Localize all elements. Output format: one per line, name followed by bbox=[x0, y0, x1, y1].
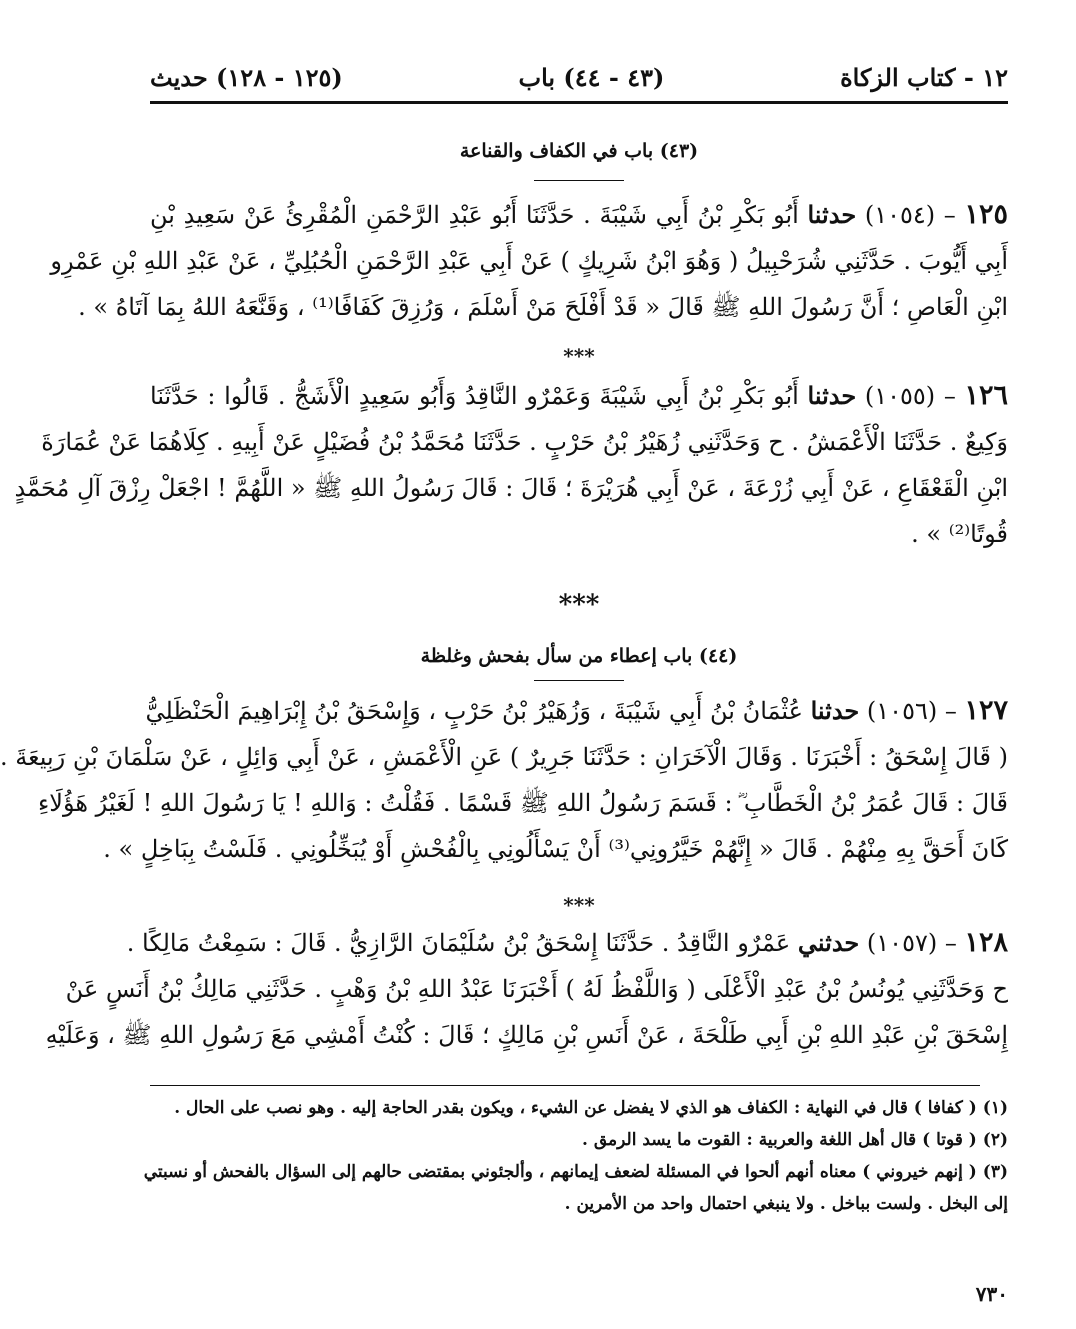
running-header bbox=[150, 55, 1008, 99]
footnote-2: (٢) ( قوتا ) قال أهل اللغة والعربية : القوت ما يسد الرمق . bbox=[582, 1130, 1008, 1150]
header-book: ١٢ - كتاب الزكاة bbox=[840, 62, 1008, 92]
footnote-1: (١) ( كفافا ) قال في النهاية : الكفاف هو الذي لا يفضل عن الشيء ، ويكون بقدر الحاجة إليه . وهو نصب على الحال . bbox=[174, 1098, 1008, 1118]
hadith-line bbox=[150, 192, 1008, 238]
chapter-44-rule bbox=[534, 680, 624, 681]
chapter-43-rule bbox=[534, 180, 624, 181]
footnote-3-continued: إلى البخل . ولست بباخل . ولا ينبغي احتمال واحد من الأمرين . bbox=[564, 1194, 1008, 1214]
page-number: ٧٣٠ bbox=[975, 1282, 1008, 1306]
separator-stars: *** bbox=[563, 893, 595, 917]
chapter-44-title: (٤٤) باب إعطاء من سأل بفحش وغلظة bbox=[420, 645, 738, 667]
hadith-text: عُثْمَانُ بْنُ أَبِي شَيْبَةَ ، وَزُهَيْرُ بْنُ حَرْبٍ ، وَإِسْحَقُ بْنُ إِبْرَاهِيمَ الْحَنْظَلِيُّ bbox=[145, 697, 803, 725]
hadith-number: ١٢٥ bbox=[964, 199, 1008, 230]
hadith-ref: – (١٠٥٦) bbox=[866, 697, 957, 725]
hadith-number: ١٢٧ bbox=[964, 695, 1008, 726]
footnotes bbox=[143, 1092, 1008, 1220]
hadith-line: أَبِي أَيُّوبَ . حَدَّثَنِي شُرَحْبِيلُ ( وَهُوَ ابْنُ شَرِيكٍ ) عَنْ أَبِي عَبْدِ الرَّحْمَنِ الْحُبُلِيِّ ، عَنْ عَبْدِ اللهِ بْنِ عَمْرِو bbox=[50, 247, 1008, 275]
hadith-number: ١٢٦ bbox=[964, 380, 1009, 411]
hadith-line: قَالَ : قَالَ عُمَرُ بْنُ الْخَطَّابِ ؓ : قَسَمَ رَسُولُ اللهِ ﷺ قَسْمًا . فَقُلْتُ : وَاللهِ ! يَا رَسُولَ اللهِ ! لَغَيْرُ هَؤُلَاءِ bbox=[37, 789, 1008, 817]
hadith-line bbox=[145, 688, 1008, 734]
hadith-intro: حدثنا bbox=[807, 200, 857, 229]
hadith-line bbox=[150, 373, 1008, 419]
hadith-ref: – (١٠٥٧) bbox=[866, 929, 957, 957]
header-hadiths: (١٢٥ - ١٢٨) حديث bbox=[150, 62, 343, 92]
hadith-127 bbox=[0, 688, 1008, 872]
hadith-number: ١٢٨ bbox=[964, 927, 1008, 958]
hadith-text: عَمْرٌو النَّاقِدُ . حَدَّثَنَا إِسْحَقُ بْنُ سُلَيْمَانَ الرَّازِيُّ . قَالَ : سَمِعْتُ مَالِكًا . bbox=[126, 929, 791, 957]
separator-stars: *** bbox=[563, 344, 595, 368]
header-chapters: (٤٣ - ٤٤) باب bbox=[518, 62, 665, 92]
hadith-intro: حدثني bbox=[797, 928, 860, 957]
header-rule bbox=[150, 101, 1008, 104]
hadith-ref: – (١٠٥٤) bbox=[864, 201, 956, 229]
footnote-rule bbox=[150, 1085, 980, 1086]
hadith-line: وَكِيعٌ . حَدَّثَنَا الْأَعْمَشُ . ح وَحَدَّثَنِي زُهَيْرُ بْنُ حَرْبٍ . حَدَّثَنَا مُحَمَّدُ بْنُ فُضَيْلٍ عَنْ أَبِيهِ . كِلَاهُمَا عَنْ عُمَارَةَ bbox=[41, 428, 1008, 456]
hadith-text: أَبُو بَكْرِ بْنُ أَبِي شَيْبَةَ . حَدَّثَنَا أَبُو عَبْدِ الرَّحْمَنِ الْمُقْرِئُ عَنْ سَعِيدِ بْنِ bbox=[150, 201, 799, 229]
footnote-3: (٣) ( إنهم خيروني ) معناه أنهم ألحوا في المسئلة لضعف إيمانهم ، وألجئوني بمقتضى حالهم إلى السؤال بالفحش أو نسبتي bbox=[143, 1162, 1008, 1182]
hadith-intro: حدثنا bbox=[810, 696, 860, 725]
hadith-line: ح وَحَدَّثَنِي يُونُسُ بْنُ عَبْدِ الْأَعْلَى ( وَاللَّفْظُ لَهُ ) أَخْبَرَنَا عَبْدُ اللهِ بْنُ وَهْبٍ . حَدَّثَنِي مَالِكُ بْنُ أَنَسٍ عَنْ bbox=[65, 975, 1008, 1003]
hadith-line: كَانَ أَحَقَّ بِهِ مِنْهُمْ . قَالَ « إِنَّهُمْ خَيَّرُونِي⁽³⁾ أَنْ يَسْأَلُونِي بِالْفُحْشِ أَوْ يُبَخِّلُونِي . فَلَسْتُ بِبَاخِلٍ » . bbox=[103, 835, 1008, 863]
hadith-125 bbox=[50, 192, 1008, 330]
hadith-126 bbox=[14, 373, 1009, 557]
chapter-43-title: (٤٣) باب في الكفاف والقناعة bbox=[459, 140, 699, 162]
hadith-text: أَبُو بَكْرِ بْنُ أَبِي شَيْبَةَ وَعَمْرٌو النَّاقِدُ وَأَبُو سَعِيدٍ الْأَشَجُّ . قَالُوا : حَدَّثَنَا bbox=[150, 382, 799, 410]
hadith-line bbox=[126, 920, 1008, 966]
hadith-intro: حدثنا bbox=[807, 381, 857, 410]
hadith-line: قُوتًا⁽²⁾ » . bbox=[911, 520, 1008, 548]
hadith-line: ابْنِ الْقَعْقَاعِ ، عَنْ أَبِي زُرْعَةَ ، عَنْ أَبِي هُرَيْرَةَ ؛ قَالَ : قَالَ رَسُولُ اللهِ ﷺ « اللَّهُمَّ ! اجْعَلْ رِزْقَ آلِ مُحَمَّدٍ bbox=[14, 474, 1008, 502]
hadith-ref: – (١٠٥٥) bbox=[864, 382, 956, 410]
hadith-line: ابْنِ الْعَاصِ ؛ أَنَّ رَسُولَ اللهِ ﷺ قَالَ « قَدْ أَفْلَحَ مَنْ أَسْلَمَ ، وَرُزِقَ كَفَافًا⁽¹⁾ ، وَقَنَّعَهُ اللهُ بِمَا آتَاهُ » . bbox=[78, 293, 1008, 321]
hadith-line: ( قَالَ إِسْحَقُ : أَخْبَرَنَا . وَقَالَ الْآخَرَانِ : حَدَّثَنَا جَرِيرٌ ) عَنِ الْأَعْمَشِ ، عَنْ أَبِي وَائِلٍ ، عَنْ سَلْمَانَ بْنِ رَبِيعَةَ . bbox=[0, 743, 1008, 771]
hadith-line: إِسْحَقَ بْنِ عَبْدِ اللهِ بْنِ أَبِي طَلْحَةَ ، عَنْ أَنَسِ بْنِ مَالِكٍ ؛ قَالَ : كُنْتُ أَمْشِي مَعَ رَسُولِ اللهِ ﷺ ، وَعَلَيْهِ bbox=[45, 1021, 1008, 1049]
hadith-128 bbox=[45, 920, 1008, 1058]
separator-stars: *** bbox=[558, 590, 600, 620]
